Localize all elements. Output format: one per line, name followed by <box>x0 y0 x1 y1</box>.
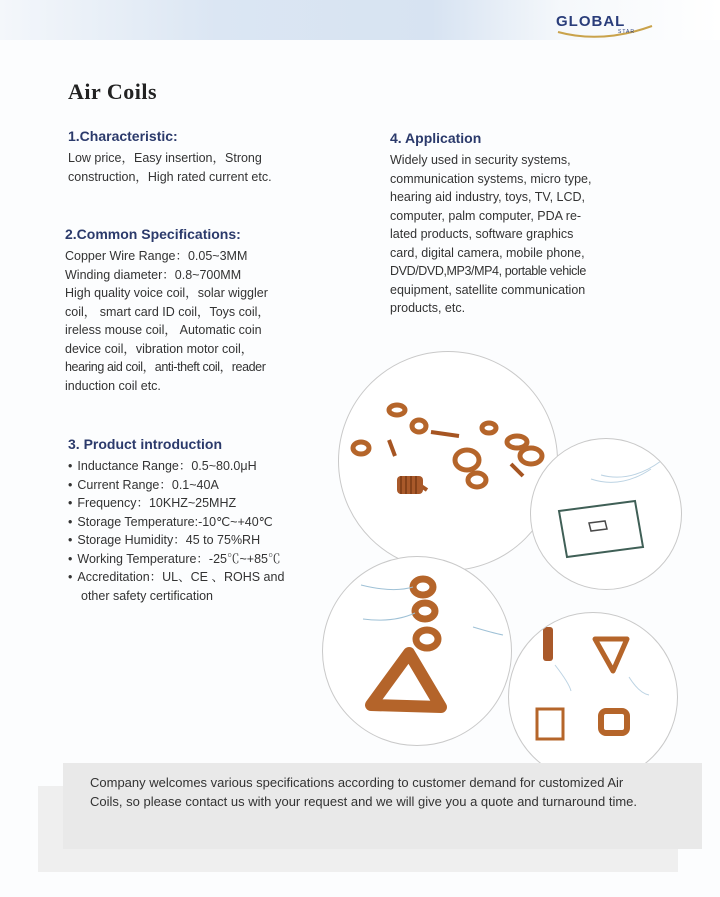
spec-line: Winding diameter：0.8~700MM <box>65 267 242 282</box>
application-line: hearing aid industry, toys, TV, LCD, <box>390 190 586 204</box>
spec-line: High quality voice coil，solar wiggler <box>65 286 268 300</box>
logo-subtext: STAR <box>618 29 635 35</box>
application-line: communication systems, micro type, <box>390 171 592 186</box>
characteristic-section <box>68 127 272 186</box>
product-item: • Accreditation：UL、CE 、ROHS and <box>68 568 284 587</box>
shaped-coils-photo <box>508 612 678 782</box>
rectangular-coil-icon <box>531 439 681 589</box>
product-item: • Storage Temperature:-10℃~+40℃ <box>68 513 284 532</box>
spec-line: coil， smart card ID coil，Toys coil， <box>65 304 270 319</box>
product-item: • Current Range：0.1~40A <box>68 476 284 495</box>
ring-coils-photo <box>322 556 512 746</box>
product-heading: 3. Product introduction <box>68 436 222 452</box>
product-item: • Storage Humidity：45 to 75%RH <box>68 531 284 550</box>
shaped-coils-icon <box>509 613 677 781</box>
product-item-continuation: other safety certification <box>81 588 214 603</box>
footer-note <box>90 773 637 811</box>
product-item: • Inductance Range：0.5~80.0μH <box>68 457 284 476</box>
ring-coils-icon <box>323 557 511 745</box>
specifications-section <box>65 225 270 395</box>
assorted-coils-icon <box>339 352 557 570</box>
application-line: DVD/DVD,MP3/MP4, portable vehicle <box>390 264 586 278</box>
card-coil-photo <box>530 438 682 590</box>
spec-line: hearing aid coil，anti-theft coil，reader <box>65 360 266 374</box>
characteristic-line: construction，High rated current etc. <box>68 169 272 184</box>
application-line: card, digital camera, mobile phone, <box>390 245 585 260</box>
page-title: Air Coils <box>68 79 158 104</box>
logo-text: GLOBAL <box>556 13 626 30</box>
application-line: products, etc. <box>390 301 466 315</box>
spec-line: device coil，vibration motor coil， <box>65 341 254 356</box>
application-line: computer, palm computer, PDA re- <box>390 208 582 223</box>
spec-line: ireless mouse coil， Automatic coin <box>65 323 262 337</box>
application-line: equipment, satellite communication <box>390 282 586 297</box>
product-item: • Working Temperature：-25℃~+85℃ <box>68 550 284 569</box>
spec-line: Copper Wire Range：0.05~3MM <box>65 249 248 263</box>
application-section <box>390 129 591 318</box>
product-section <box>68 435 284 605</box>
footer-line: Company welcomes various specifications according to customer demand for customized Air <box>90 775 624 790</box>
product-item: • Frequency：10KHZ~25MHZ <box>68 494 284 513</box>
footer-line: Coils, so please contact us with your request and we will give you a quote and turnaround time. <box>90 794 638 809</box>
application-line: lated products, software graphics <box>390 227 574 241</box>
specifications-heading: 2.Common Specifications: <box>65 226 241 242</box>
application-line: Widely used in security systems, <box>390 153 571 167</box>
characteristic-line: Low price，Easy insertion，Strong <box>68 151 262 165</box>
coils-assortment-photo <box>338 351 558 571</box>
application-heading: 4. Application <box>390 130 482 146</box>
spec-line: induction coil etc. <box>65 378 161 393</box>
company-logo <box>552 10 662 40</box>
characteristic-heading: 1.Characteristic: <box>68 128 178 144</box>
